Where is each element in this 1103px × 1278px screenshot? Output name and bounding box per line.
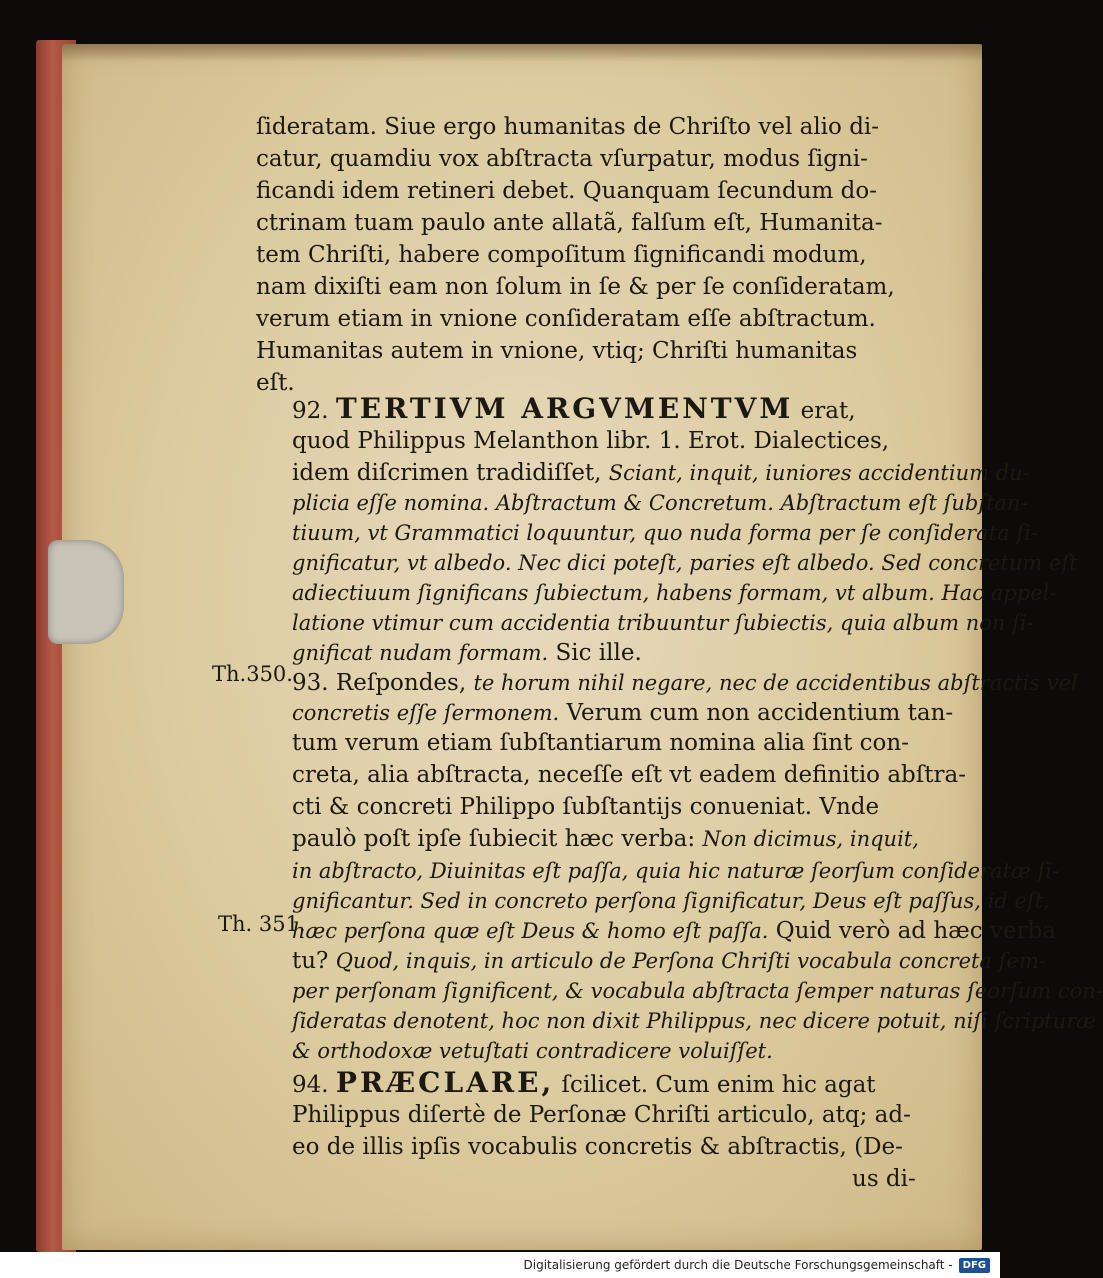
quotation: gnificat nudam formam. bbox=[292, 641, 549, 665]
text-fragment: ſcilicet. Cum enim hic agat bbox=[554, 1072, 876, 1098]
text-line: ctrinam tuam paulo ante allatã, falſum eſt, Humanita- bbox=[256, 210, 883, 236]
text-line: eo de illis ipſis vocabulis concretis & abſtractis, (De- bbox=[292, 1134, 903, 1160]
text-line: nam dixiſti eam non ſolum in ſe & per ſe conſideratam, bbox=[256, 274, 895, 300]
catchword: us di- bbox=[852, 1166, 916, 1192]
text-line: ficandi idem retineri debet. Quanquam ſecundum do- bbox=[256, 178, 877, 204]
quotation-line: plicia eſſe nomina. Abſtractum & Concretum. Abſtractum eſt ſubſtan- bbox=[292, 491, 1028, 515]
quotation-line: ſideratas denotent, hoc non dixit Philippus, nec dicere potuit, niſi ſcripturæ bbox=[292, 1009, 1097, 1033]
paragraph-93-start bbox=[292, 668, 1078, 698]
text-line bbox=[292, 824, 919, 854]
quotation-line: & orthodoxæ vetuſtati contradicere voluiſſet. bbox=[292, 1039, 773, 1063]
quotation-line: gnificantur. Sed in concreto perſona ſignificatur, Deus eſt paſſus, id eſt, bbox=[292, 889, 1050, 913]
footer-text: Digitalisierung gefördert durch die Deutsche Forschungsgemeinschaft - bbox=[523, 1258, 953, 1272]
text-line: eſt. bbox=[256, 370, 295, 396]
text-line: Humanitas autem in vnione, vtiq; Chriſti humanitas bbox=[256, 338, 858, 364]
quotation-line: gnificatur, vt albedo. Nec dici poteſt, paries eſt albedo. Sed concretum eſt bbox=[292, 551, 1078, 575]
text-line: verum etiam in vnione conſideratam eſſe abſtractum. bbox=[256, 306, 876, 332]
page-clip bbox=[48, 540, 124, 644]
text-fragment: erat, bbox=[793, 398, 856, 424]
paragraph-94-heading bbox=[292, 1068, 876, 1100]
text-line: creta, alia abſtracta, neceſſe eſt vt eadem definitio abſtra- bbox=[292, 762, 967, 788]
quotation: concretis eſſe ſermonem. bbox=[292, 701, 560, 725]
quotation: te horum nihil negare, nec de accidentibus abſtractis vel bbox=[473, 671, 1078, 695]
margin-note: Th. 351. bbox=[218, 912, 306, 936]
text-line bbox=[292, 946, 1046, 976]
paragraph-92-heading bbox=[292, 394, 856, 426]
quotation-line: in abſtracto, Diuinitas eſt paſſa, quia hic naturæ ſeorſum conſideratæ ſi- bbox=[292, 859, 1060, 883]
text-fragment: Sic ille. bbox=[548, 640, 642, 666]
margin-note: Th.350. bbox=[212, 662, 293, 686]
text-line: tum verum etiam ſubſtantiarum nomina alia ſint con- bbox=[292, 730, 909, 756]
paragraph-number: 92. bbox=[292, 398, 329, 424]
quotation-line: per perſonam ſignificent, & vocabula abſtracta ſemper naturas ſeorſum con- bbox=[292, 979, 1103, 1003]
text-fragment: Reſpondes, bbox=[328, 670, 474, 696]
text-line: ſideratam. Siue ergo humanitas de Chriſto vel alio di- bbox=[256, 114, 880, 140]
dfg-logo: DFG bbox=[959, 1258, 990, 1273]
quotation-line: tiuum, vt Grammatici loquuntur, quo nuda forma per ſe conſiderata ſi- bbox=[292, 521, 1038, 545]
text-line bbox=[292, 916, 1056, 946]
initial-caps: PRÆCLARE, bbox=[335, 1066, 555, 1099]
text-line bbox=[292, 698, 953, 728]
text-fragment: Quid verò ad hæc verba bbox=[768, 918, 1057, 944]
text-line bbox=[292, 458, 1030, 488]
text-line bbox=[292, 638, 642, 668]
quotation-line: latione vtimur cum accidentia tribuuntur ſubiectis, quia album non ſi- bbox=[292, 611, 1034, 635]
initial-caps: TERTIVM ARGVMENTVM bbox=[335, 392, 794, 425]
text-fragment: Verum cum non accidentium tan- bbox=[559, 700, 954, 726]
text-fragment: tu? bbox=[292, 948, 336, 974]
paragraph-number: 93. bbox=[292, 670, 329, 696]
text-line: cti & concreti Philippo ſubſtantijs conueniat. Vnde bbox=[292, 794, 880, 820]
quotation: Non dicimus, inquit, bbox=[702, 827, 919, 851]
text-fragment: paulò poſt ipſe ſubiecit hæc verba: bbox=[292, 826, 703, 852]
page-shadow bbox=[62, 44, 982, 62]
text-fragment: idem diſcrimen tradidiſſet, bbox=[292, 460, 609, 486]
quotation: hæc perſona quæ eſt Deus & homo eſt paſſa. bbox=[292, 919, 769, 943]
text-line: tem Chriſti, habere compoſitum ſignificandi modum, bbox=[256, 242, 867, 268]
text-line: catur, quamdiu vox abſtracta vſurpatur, modus ſigni- bbox=[256, 146, 868, 172]
text-line: Philippus diſertè de Perſonæ Chriſti articulo, atq; ad- bbox=[292, 1102, 911, 1128]
quotation-line: adiectiuum ſignificans ſubiectum, habens formam, vt album. Hac appel- bbox=[292, 581, 1057, 605]
paragraph-number: 94. bbox=[292, 1072, 329, 1098]
quotation: Sciant, inquit, iuniores accidentium du- bbox=[608, 461, 1030, 485]
quotation: Quod, inquis, in articulo de Perſona Chriſti vocabula concreta ſem- bbox=[335, 949, 1046, 973]
text-line: quod Philippus Melanthon libr. 1. Erot. Dialectices, bbox=[292, 428, 890, 454]
footer-bar bbox=[0, 1252, 1000, 1278]
